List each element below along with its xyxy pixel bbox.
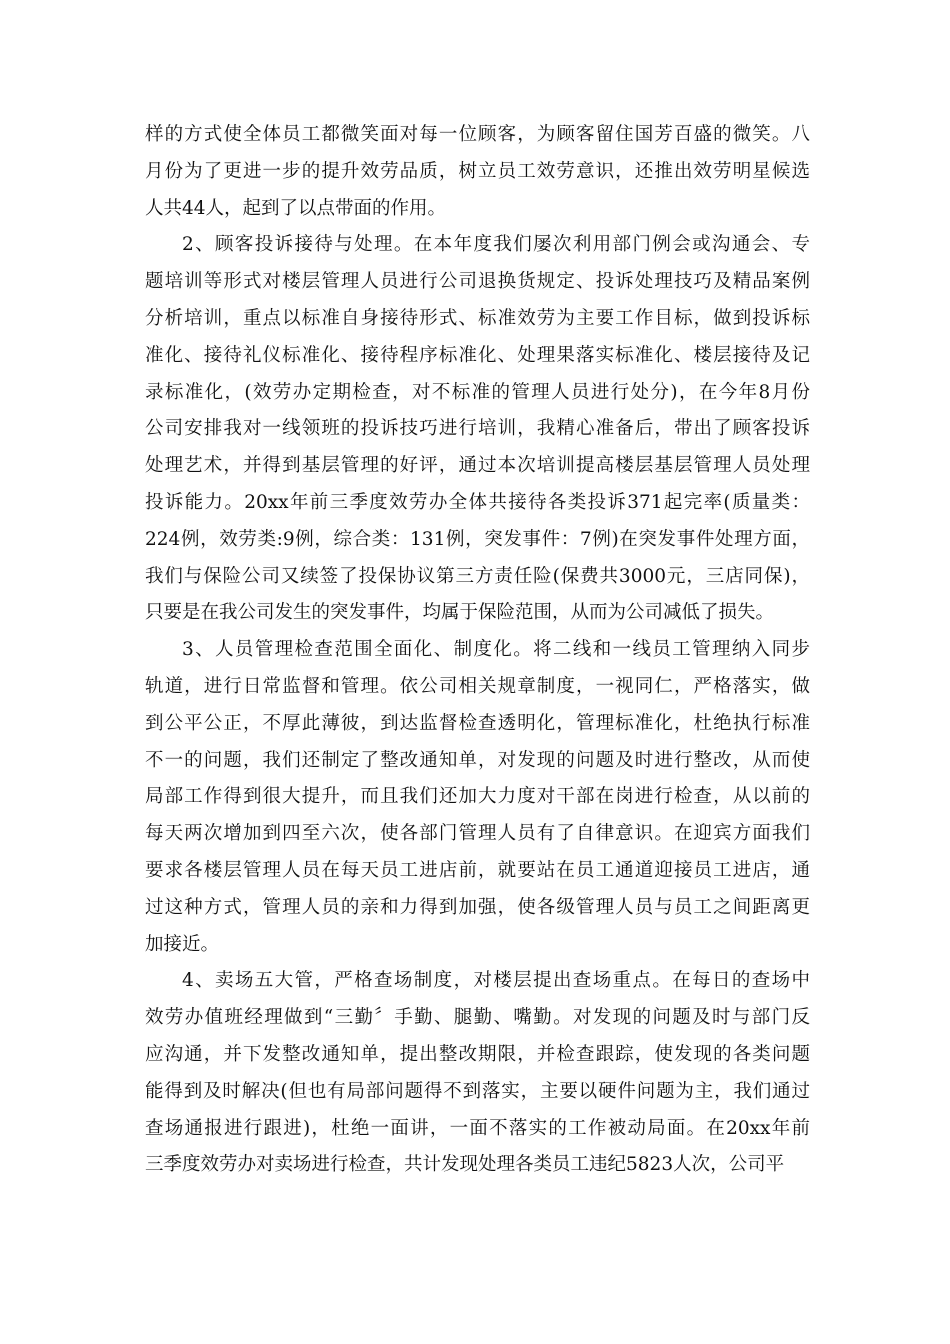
- text-line: 局部工作得到很大提升，而且我们还加大力度对干部在岗进行检查，从以前的: [145, 786, 810, 808]
- document-body: [145, 117, 810, 1184]
- text-line: 投诉能力。20xx年前三季度效劳办全体共接待各类投诉371起完率(质量类：: [145, 491, 810, 513]
- text-line: 分析培训，重点以标准自身接待形式、标准效劳为主要工作目标，做到投诉标: [145, 307, 810, 329]
- text-line: 月份为了更进一步的提升效劳品质，树立员工效劳意识，还推出效劳明星候选: [145, 160, 810, 182]
- text-line: 不一的问题，我们还制定了整改通知单，对发现的问题及时进行整改，从而使: [145, 749, 810, 771]
- text-line: 224例，效劳类:9例，综合类：131例，突发事件：7例)在突发事件处理方面，: [145, 528, 810, 550]
- text-line: 每天两次增加到四至六次，使各部门管理人员有了自律意识。在迎宾方面我们: [145, 823, 810, 845]
- text-line: 样的方式使全体员工都微笑面对每一位顾客，为顾客留住国芳百盛的微笑。八: [145, 124, 810, 145]
- text-line: 处理艺术，并得到基层管理的好评，通过本次培训提高楼层基层管理人员处理: [145, 455, 810, 477]
- text-line: 录标准化，(效劳办定期检查，对不标准的管理人员进行处分)，在今年8月份: [145, 381, 810, 403]
- text-line: 要求各楼层管理人员在每天员工进店前，就要站在员工通道迎接员工进店，通: [145, 859, 810, 881]
- text-line: 2、顾客投诉接待与处理。在本年度我们屡次利用部门例会或沟通会、专: [182, 234, 810, 256]
- text-line: 准化、接待礼仪标准化、接待程序标准化、处理果落实标准化、楼层接待及记: [145, 344, 810, 366]
- text-line: 加接近。: [145, 933, 220, 955]
- text-line: 到公平公正，不厚此薄彼，到达监督检查透明化，管理标准化，杜绝执行标准: [145, 712, 810, 734]
- paragraph: [145, 227, 810, 632]
- paragraph: [145, 117, 810, 227]
- text-line: 能得到及时解决(但也有局部问题得不到落实，主要以硬件问题为主，我们通过: [145, 1080, 810, 1102]
- text-line: 过这种方式，管理人员的亲和力得到加强，使各级管理人员与员工之间距离更: [145, 896, 810, 918]
- paragraph: [145, 963, 810, 1184]
- text-line: 轨道，进行日常监督和管理。依公司相关规章制度，一视同仁，严格落实，做: [145, 675, 810, 697]
- text-line: 应沟通，并下发整改通知单，提出整改期限，并检查跟踪，使发现的各类问题: [145, 1043, 810, 1065]
- text-line: 我们与保险公司又续签了投保协议第三方责任险(保费共3000元，三店同保)，: [145, 565, 810, 587]
- text-line: 4、卖场五大管，严格查场制度，对楼层提出查场重点。在每日的查场中: [182, 970, 810, 992]
- text-line: 公司安排我对一线领班的投诉技巧进行培训，我精心准备后，带出了顾客投诉: [145, 418, 810, 440]
- text-line: 题培训等形式对楼层管理人员进行公司退换货规定、投诉处理技巧及精品案例: [145, 271, 810, 293]
- text-line: 查场通报进行跟进)，杜绝一面讲，一面不落实的工作被动局面。在20xx年前: [145, 1117, 810, 1139]
- text-line: 人共44人，起到了以点带面的作用。: [145, 197, 447, 219]
- text-line: 三季度效劳办对卖场进行检查，共计发现处理各类员工违纪5823人次，公司平: [145, 1154, 785, 1176]
- text-line: 只要是在我公司发生的突发事件，均属于保险范围，从而为公司减低了损失。: [145, 602, 775, 624]
- text-line: 3、人员管理检查范围全面化、制度化。将二线和一线员工管理纳入同步: [182, 639, 810, 661]
- text-line: 效劳办值班经理做到“三勤〞手勤、腿勤、嘴勤。对发现的问题及时与部门反: [145, 1007, 810, 1029]
- paragraph: [145, 632, 810, 963]
